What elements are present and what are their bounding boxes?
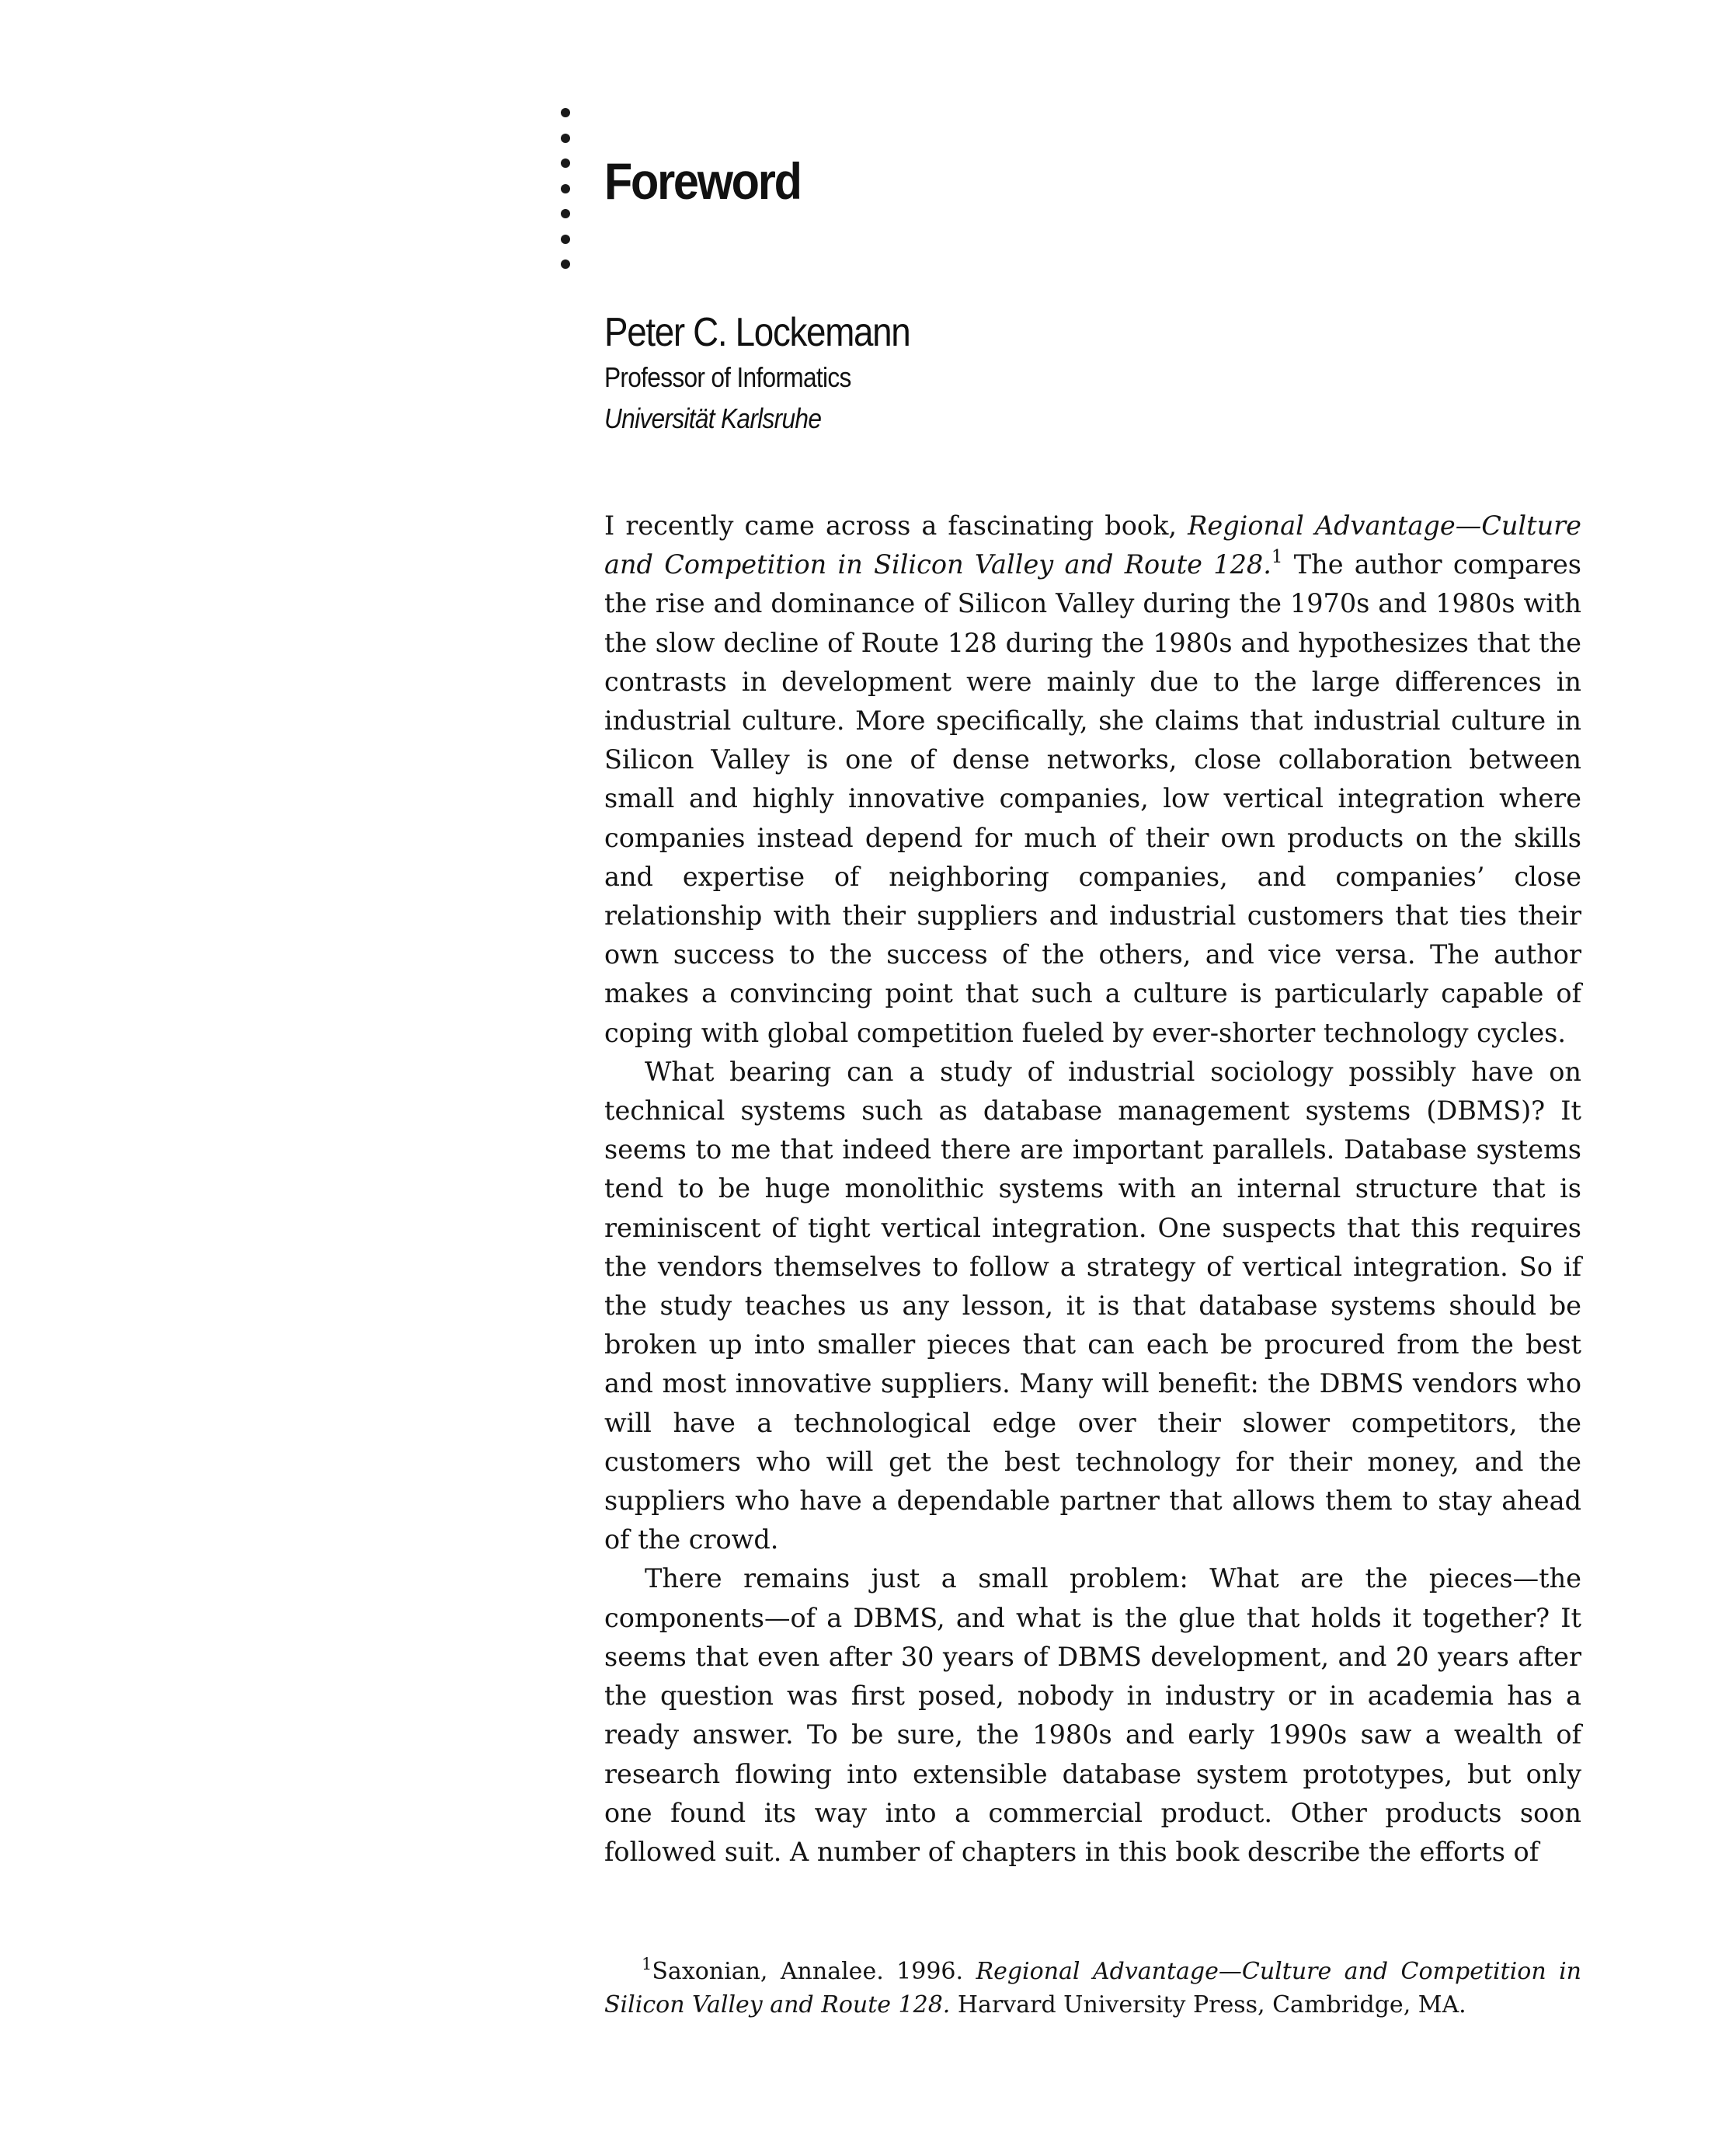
body-text bbox=[604, 507, 1581, 1872]
decorative-dot bbox=[561, 259, 570, 269]
decorative-dot bbox=[561, 209, 570, 218]
book-title-reference: Regional Advantage—Culture and Competition in Silicon Valley and Route 128. bbox=[604, 510, 1581, 580]
author-role: Professor of Informatics bbox=[604, 361, 851, 393]
paragraph-1-lead: I recently came across a fascinating book, bbox=[604, 510, 1188, 541]
section-title: Foreword bbox=[604, 152, 801, 210]
footnote-reference[interactable]: 1 bbox=[1271, 547, 1283, 568]
decorative-dot bbox=[561, 235, 570, 244]
author-name: Peter C. Lockemann bbox=[604, 310, 910, 355]
paragraph-3: There remains just a small problem: What are the pieces—the components—of a DBMS, and what is the glue that holds it together? It seems that even after 30 years of DBMS development, and 20 years after the question was first posed, nobody in industry or in academia has a ready answer. To be sure, the 1980s and early 1990s saw a wealth of research flowing into extensible database system prototypes, but only one found its way into a commercial product. Other products soon followed suit. A number of chapters in this book describe the efforts of bbox=[604, 1563, 1581, 1867]
footnote-citation-lead: Saxonian, Annalee. 1996. bbox=[652, 1958, 976, 1985]
decorative-dot-column bbox=[561, 108, 572, 285]
author-affiliation: Universität Karlsruhe bbox=[604, 402, 822, 434]
footnote bbox=[604, 1955, 1581, 2022]
footnote-publisher: Harvard University Press, Cambridge, MA. bbox=[950, 1991, 1466, 2018]
decorative-dot bbox=[561, 158, 570, 168]
paragraph-1 bbox=[604, 507, 1581, 1053]
decorative-dot bbox=[561, 134, 570, 143]
footnote-number: 1 bbox=[642, 1955, 652, 1973]
footnote-book-title: Regional Advantage—Culture and Competition in Silicon Valley and Route 128. bbox=[604, 1958, 1581, 2018]
paragraph-1-rest: The author compares the rise and dominance of Silicon Valley during the 1970s and 1980s with the slow decline of Route 128 during the 1980s and hypothesizes that the contrasts in development were mainly due to the large differences in industrial culture. More specifically, she claims that industrial culture in Silicon Valley is one of dense networks, close collaboration between small and highly innovative companies, low vertical integration where companies instead depend for much of their own products on the skills and expertise of neighboring companies, and companies’ close relationship with their suppliers and industrial customers that ties their own success to the success of the others, and vice versa. The author makes a convincing point that such a culture is particularly capable of coping with global competition fueled by ever-shorter technology cycles. bbox=[604, 549, 1581, 1048]
decorative-dot bbox=[561, 184, 570, 193]
decorative-dot bbox=[561, 108, 570, 117]
paragraph-2: What bearing can a study of industrial sociology possibly have on technical systems such as database management systems (DBMS)? It seems to me that indeed there are important parallels. Database systems tend to be huge monolithic systems with an internal structure that is reminiscent of tight vertical integration. One suspects that this requires the vendors themselves to follow a strategy of vertical integration. So if the study teaches us any lesson, it is that database systems should be broken up into smaller pieces that can each be procured from the best and most innovative suppliers. Many will benefit: the DBMS vendors who will have a technological edge over their slower competitors, the customers who will get the best technology for their money, and the suppliers who have a dependable partner that allows them to stay ahead of the crowd. bbox=[604, 1056, 1581, 1555]
